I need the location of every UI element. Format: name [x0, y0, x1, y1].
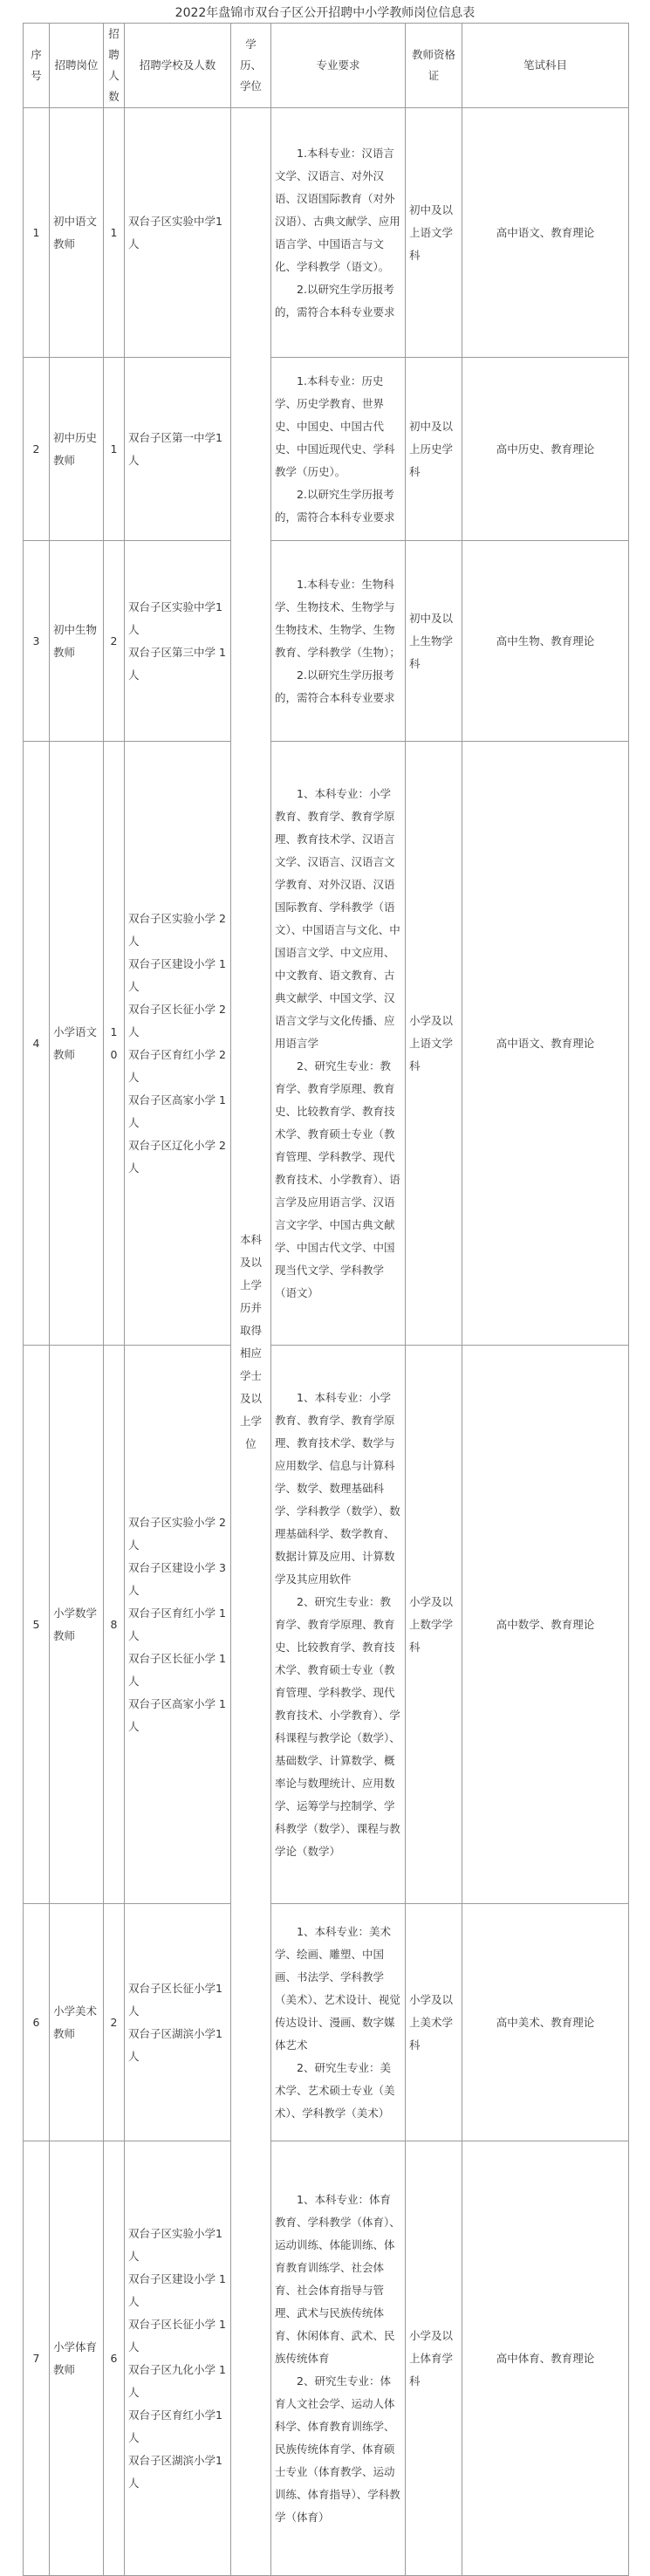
row-certificate: 初中及以上语文学科	[406, 108, 462, 358]
school-entry: 双台子区辽化小学 2人	[128, 1138, 226, 1175]
row-exam: 高中历史、教育理论	[462, 358, 629, 541]
row-requirements	[271, 2141, 406, 2576]
requirement-paragraph: 2、研究生专业：教育学、教育学原理、教育史、比较教育学、教育技术学、教育硕士专业（教育管理、学科教学、现代教育技术、小学教育）、语言学及应用语言学、汉语言文字学、中国古典文献学、中国古代文学、中国现当代文学、学科教学（语文）	[275, 1058, 400, 1299]
header-req: 专业要求	[271, 24, 406, 108]
school-entry: 双台子区长征小学 2人	[128, 1002, 226, 1038]
school-entry: 双台子区建设小学 3人	[128, 1560, 226, 1597]
school-entry: 双台子区九化小学 1人	[128, 2362, 226, 2399]
requirement-paragraph: 1、本科专业：小学教育、教育学、教育学原理、教育技术学、数学与应用数学、信息与计算科学、数学、数理基础科学、学科教学（数学）、数理基础科学、数学教育、数据计算及应用、计算数学及其应用软件	[275, 1390, 400, 1586]
job-table	[23, 23, 629, 2576]
table-row	[24, 1346, 629, 1904]
school-entry: 双台子区实验小学 2人	[128, 1515, 226, 1552]
school-entry: 双台子区湖滨小学1人	[128, 2453, 222, 2490]
row-certificate: 小学及以上体育学科	[406, 2141, 462, 2576]
requirement-paragraph: 2、研究生专业：体育人文社会学、运动人体科学、体育教育训练学、民族传统体育学、体育硕士专业（体育教学、运动训练、体育指导）、学科教学（体育）	[275, 2374, 400, 2524]
row-post: 小学语文教师	[50, 742, 104, 1346]
requirement-paragraph: 1、本科专业：小学教育、教育学、教育学原理、教育技术学、汉语言文学、汉语言、汉语言文学教育、对外汉语、汉语国际教育、学科教学（语文）、中国语言与文化、中国语言文学、中文应用、中文教育、语文教育、古典文献学、中国文学、汉语言文学与文化传播、应用语言学	[275, 786, 400, 1050]
requirement-paragraph: 1、本科专业：美术学、绘画、雕塑、中国画、书法学、学科教学（美术）、艺术设计、视觉传达设计、漫画、数字媒体艺术	[275, 1924, 400, 2052]
school-entry: 双台子区育红小学1人	[128, 2408, 222, 2444]
row-no: 3	[24, 541, 50, 742]
school-entry: 双台子区实验中学1人	[128, 214, 222, 250]
school-entry: 双台子区长征小学1人	[128, 1981, 222, 2018]
page-title: 2022年盘锦市双台子区公开招聘中小学教师岗位信息表	[174, 6, 476, 20]
school-entry: 双台子区建设小学 1人	[128, 956, 226, 993]
row-certificate: 小学及以上数学学科	[406, 1346, 462, 1904]
requirement-paragraph: 1、本科专业：体育教育、学科教学（体育）、运动训练、体能训练、体育教育训练学、社会体育、社会体育指导与管理、武术与民族传统体育、休闲体育、武术、民族传统体育	[275, 2192, 400, 2365]
school-entry: 双台子区育红小学 1人	[128, 1606, 226, 1642]
row-certificate: 小学及以上语文学科	[406, 742, 462, 1346]
row-schools	[125, 1904, 231, 2141]
row-requirements	[271, 1904, 406, 2141]
row-post: 小学数学教师	[50, 1346, 104, 1904]
school-entry: 双台子区第三中学 1人	[128, 645, 226, 682]
school-entry: 双台子区实验小学 2人	[128, 911, 226, 948]
row-count: 1	[104, 358, 125, 541]
row-post: 初中生物教师	[50, 541, 104, 742]
row-exam: 高中生物、教育理论	[462, 541, 629, 742]
row-certificate: 初中及以上历史学科	[406, 358, 462, 541]
row-no: 1	[24, 108, 50, 358]
table-row	[24, 358, 629, 541]
header-row	[24, 24, 629, 108]
school-entry: 双台子区高家小学 1人	[128, 1696, 226, 1733]
row-schools	[125, 2141, 231, 2576]
row-requirements	[271, 108, 406, 358]
row-requirements	[271, 541, 406, 742]
requirement-paragraph: 2.以研究生学历报考的，需符合本科专业要求	[275, 282, 395, 319]
header-cert: 教师资格证	[406, 24, 462, 108]
row-count: 6	[104, 2141, 125, 2576]
row-exam: 高中数学、教育理论	[462, 1346, 629, 1904]
row-schools	[125, 541, 231, 742]
table-body	[24, 108, 629, 2576]
header-post: 招聘岗位	[50, 24, 104, 108]
requirement-paragraph: 1.本科专业：汉语言文学、汉语言、对外汉语、汉语国际教育（对外汉语）、古典文献学、应用语言学、中国语言与文化、学科教学（语文）。	[275, 146, 400, 273]
table-row	[24, 742, 629, 1346]
row-education: 本科及以上学历并取得相应学士及以上学位	[231, 108, 271, 2576]
school-entry: 双台子区长征小学 1人	[128, 1651, 226, 1688]
table-row	[24, 1904, 629, 2141]
school-entry: 双台子区实验中学1人	[128, 599, 222, 636]
row-exam: 高中体育、教育理论	[462, 2141, 629, 2576]
row-schools	[125, 108, 231, 358]
row-no: 2	[24, 358, 50, 541]
header-no: 序号	[24, 24, 50, 108]
school-entry: 双台子区建设小学 1人	[128, 2271, 226, 2308]
header-school: 招聘学校及人数	[125, 24, 231, 108]
row-no: 4	[24, 742, 50, 1346]
header-edu: 学历、学位	[231, 24, 271, 108]
row-no: 6	[24, 1904, 50, 2141]
row-post: 初中历史教师	[50, 358, 104, 541]
requirement-paragraph: 2.以研究生学历报考的，需符合本科专业要求	[275, 668, 395, 704]
table-row	[24, 541, 629, 742]
row-no: 5	[24, 1346, 50, 1904]
requirement-paragraph: 2、研究生专业：美术学、艺术硕士专业（美术）、学科教学（美术）	[275, 2060, 395, 2120]
row-count: 8	[104, 1346, 125, 1904]
row-schools	[125, 1346, 231, 1904]
school-entry: 双台子区高家小学 1人	[128, 1093, 226, 1129]
requirement-paragraph: 1.本科专业：生物科学、生物技术、生物学与生物技术、生物学、生物教育、学科教学（生物）；	[275, 577, 400, 659]
requirement-paragraph: 2.以研究生学历报考的，需符合本科专业要求	[275, 487, 395, 524]
school-entry: 双台子区第一中学1人	[128, 430, 222, 467]
table-row	[24, 108, 629, 358]
row-exam: 高中语文、教育理论	[462, 742, 629, 1346]
row-count: 1	[104, 108, 125, 358]
row-certificate: 初中及以上生物学科	[406, 541, 462, 742]
row-requirements	[271, 358, 406, 541]
row-count: 10	[104, 742, 125, 1346]
row-post: 小学体育教师	[50, 2141, 104, 2576]
row-post: 小学美术教师	[50, 1904, 104, 2141]
row-exam: 高中美术、教育理论	[462, 1904, 629, 2141]
table-row	[24, 2141, 629, 2576]
requirement-paragraph: 1.本科专业：历史学、历史学教育、世界史、中国史、中国古代史、中国近现代史、学科教学（历史）。	[275, 373, 395, 478]
school-entry: 双台子区实验小学1人	[128, 2226, 222, 2263]
row-exam: 高中语文、教育理论	[462, 108, 629, 358]
row-no: 7	[24, 2141, 50, 2576]
school-entry: 双台子区育红小学 2人	[128, 1047, 226, 1084]
header-count: 招聘人数	[104, 24, 125, 108]
row-schools	[125, 742, 231, 1346]
row-schools	[125, 358, 231, 541]
school-entry: 双台子区长征小学 1人	[128, 2317, 226, 2353]
header-exam: 笔试科目	[462, 24, 629, 108]
row-count: 2	[104, 541, 125, 742]
row-post: 初中语文教师	[50, 108, 104, 358]
row-count: 2	[104, 1904, 125, 2141]
row-certificate: 小学及以上美术学科	[406, 1904, 462, 2141]
requirement-paragraph: 2、研究生专业：教育学、教育学原理、教育史、比较教育学、教育技术学、教育硕士专业（教育管理、学科教学、现代教育技术、小学教育）、学科课程与教学论（数学）、基础数学、计算数学、概率论与数理统计、应用数学、运筹学与控制学、学科教学（数学）、课程与教学论（数学）	[275, 1594, 400, 1858]
row-requirements	[271, 742, 406, 1346]
school-entry: 双台子区湖滨小学1人	[128, 2026, 222, 2063]
row-requirements	[271, 1346, 406, 1904]
